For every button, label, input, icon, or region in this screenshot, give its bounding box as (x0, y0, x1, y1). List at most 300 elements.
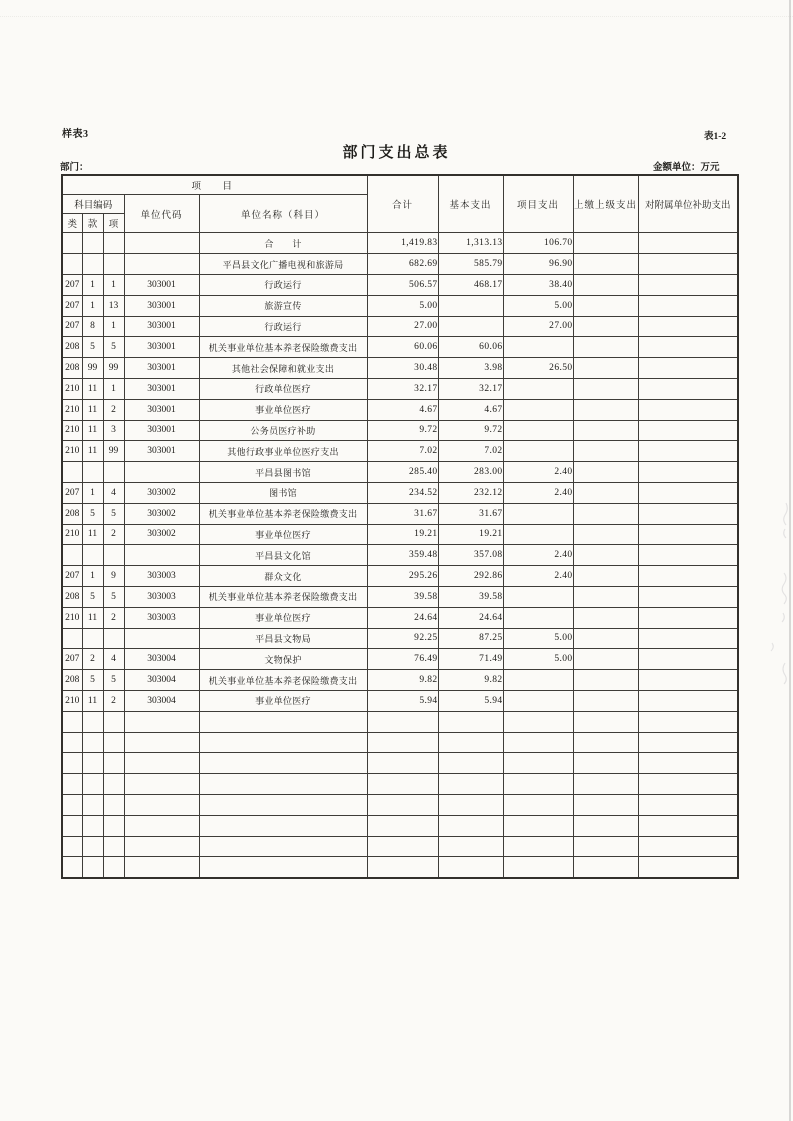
cell-subject-name: 图书馆 (199, 482, 367, 503)
cell-section (82, 774, 103, 795)
cell-section: 5 (82, 586, 103, 607)
cell-project-expenditure (503, 441, 573, 462)
cell-class (62, 815, 82, 836)
cell-section: 5 (82, 670, 103, 691)
cell-unit-code: 303004 (124, 690, 199, 711)
cell-item: 1 (103, 274, 124, 295)
table-row (62, 399, 738, 420)
cell-subsidy (638, 711, 738, 732)
cell-class: 210 (62, 399, 82, 420)
table-row (62, 607, 738, 628)
cell-item: 4 (103, 649, 124, 670)
cell-basic-expenditure (438, 815, 503, 836)
cell-project-expenditure: 2.40 (503, 482, 573, 503)
cell-project-expenditure (503, 607, 573, 628)
header-subsidy-affiliated: 对附属单位补助支出 (638, 175, 738, 233)
header-unit-name: 单位名称（科目） (199, 194, 367, 233)
table-row-empty (62, 774, 738, 795)
table-row (62, 628, 738, 649)
table-row (62, 378, 738, 399)
table-row (62, 670, 738, 691)
cell-total: 7.02 (367, 441, 438, 462)
cell-item: 1 (103, 378, 124, 399)
cell-subsidy (638, 441, 738, 462)
cell-subject-name (199, 815, 367, 836)
cell-remit-upper (573, 295, 638, 316)
header-class: 类 (62, 214, 82, 233)
cell-unit-code: 303002 (124, 503, 199, 524)
cell-unit-code (124, 462, 199, 483)
cell-unit-code: 303001 (124, 378, 199, 399)
scanner-edge-line (789, 0, 791, 1121)
cell-total: 234.52 (367, 482, 438, 503)
cell-section: 2 (82, 649, 103, 670)
cell-unit-code: 303002 (124, 524, 199, 545)
cell-class: 207 (62, 566, 82, 587)
cell-unit-code: 303003 (124, 607, 199, 628)
cell-subsidy (638, 399, 738, 420)
cell-unit-code: 303001 (124, 337, 199, 358)
cell-subject-name (199, 711, 367, 732)
table-row (62, 524, 738, 545)
cell-subsidy (638, 274, 738, 295)
cell-section: 11 (82, 378, 103, 399)
table-row (62, 254, 738, 275)
cell-total: 1,419.83 (367, 233, 438, 254)
cell-item (103, 857, 124, 878)
table-row-empty (62, 753, 738, 774)
cell-total: 9.72 (367, 420, 438, 441)
cell-remit-upper (573, 524, 638, 545)
cell-basic-expenditure: 87.25 (438, 628, 503, 649)
cell-class (62, 462, 82, 483)
cell-remit-upper (573, 358, 638, 379)
cell-subject-name: 行政运行 (199, 274, 367, 295)
cell-project-expenditure (503, 586, 573, 607)
cell-section (82, 794, 103, 815)
table-row-empty (62, 732, 738, 753)
header-section: 款 (82, 214, 103, 233)
cell-basic-expenditure (438, 794, 503, 815)
cell-class: 208 (62, 503, 82, 524)
cell-item (103, 774, 124, 795)
cell-project-expenditure (503, 337, 573, 358)
cell-class: 208 (62, 586, 82, 607)
cell-item (103, 254, 124, 275)
cell-item: 2 (103, 690, 124, 711)
cell-total (367, 836, 438, 857)
cell-total: 76.49 (367, 649, 438, 670)
cell-class (62, 753, 82, 774)
cell-section (82, 732, 103, 753)
cell-unit-code (124, 836, 199, 857)
cell-unit-code (124, 254, 199, 275)
cell-subject-name: 其他社会保障和就业支出 (199, 358, 367, 379)
cell-subject-name: 群众文化 (199, 566, 367, 587)
header-subject-code-group: 科目编码 (62, 194, 124, 213)
cell-project-expenditure (503, 836, 573, 857)
cell-unit-code (124, 233, 199, 254)
cell-remit-upper (573, 441, 638, 462)
cell-total: 19.21 (367, 524, 438, 545)
cell-basic-expenditure: 9.72 (438, 420, 503, 441)
cell-class (62, 545, 82, 566)
cell-class: 210 (62, 441, 82, 462)
page-bleedthrough-artifact (762, 495, 792, 695)
cell-section (82, 545, 103, 566)
cell-total: 27.00 (367, 316, 438, 337)
cell-unit-code: 303001 (124, 295, 199, 316)
cell-item: 5 (103, 586, 124, 607)
cell-subject-name: 机关事业单位基本养老保险缴费支出 (199, 503, 367, 524)
cell-subsidy (638, 524, 738, 545)
table-row (62, 358, 738, 379)
cell-unit-code: 303004 (124, 649, 199, 670)
cell-project-expenditure (503, 774, 573, 795)
cell-remit-upper (573, 815, 638, 836)
cell-class: 207 (62, 316, 82, 337)
cell-item (103, 836, 124, 857)
cell-class (62, 732, 82, 753)
cell-basic-expenditure: 32.17 (438, 378, 503, 399)
cell-total (367, 794, 438, 815)
cell-subsidy (638, 670, 738, 691)
table-header (62, 175, 738, 233)
cell-remit-upper (573, 586, 638, 607)
cell-section: 11 (82, 399, 103, 420)
cell-unit-code: 303001 (124, 274, 199, 295)
cell-subsidy (638, 815, 738, 836)
cell-project-expenditure: 26.50 (503, 358, 573, 379)
cell-project-expenditure: 106.70 (503, 233, 573, 254)
cell-remit-upper (573, 607, 638, 628)
cell-subject-name (199, 774, 367, 795)
cell-remit-upper (573, 794, 638, 815)
cell-basic-expenditure: 5.94 (438, 690, 503, 711)
cell-subsidy (638, 254, 738, 275)
cell-unit-code: 303004 (124, 670, 199, 691)
header-remit-upper: 上缴上级支出 (573, 175, 638, 233)
cell-class: 208 (62, 358, 82, 379)
cell-subject-name (199, 753, 367, 774)
cell-subsidy (638, 836, 738, 857)
cell-unit-code (124, 774, 199, 795)
cell-subsidy (638, 586, 738, 607)
cell-basic-expenditure: 283.00 (438, 462, 503, 483)
cell-subject-name: 平昌县文化馆 (199, 545, 367, 566)
header-basic-expenditure: 基本支出 (438, 175, 503, 233)
cell-basic-expenditure (438, 857, 503, 878)
cell-project-expenditure (503, 420, 573, 441)
cell-subsidy (638, 753, 738, 774)
cell-total: 31.67 (367, 503, 438, 524)
cell-remit-upper (573, 254, 638, 275)
cell-remit-upper (573, 649, 638, 670)
cell-class (62, 254, 82, 275)
cell-project-expenditure (503, 815, 573, 836)
cell-item: 13 (103, 295, 124, 316)
cell-subject-name (199, 836, 367, 857)
cell-remit-upper (573, 732, 638, 753)
header-project-expenditure: 项目支出 (503, 175, 573, 233)
cell-subject-name: 机关事业单位基本养老保险缴费支出 (199, 337, 367, 358)
cell-item: 2 (103, 524, 124, 545)
cell-total (367, 857, 438, 878)
cell-item: 5 (103, 337, 124, 358)
cell-basic-expenditure (438, 732, 503, 753)
cell-subject-name: 行政单位医疗 (199, 378, 367, 399)
cell-section (82, 628, 103, 649)
cell-section (82, 462, 103, 483)
cell-subsidy (638, 233, 738, 254)
cell-subject-name: 事业单位医疗 (199, 399, 367, 420)
header-project-group: 项 目 (62, 175, 367, 194)
cell-class: 207 (62, 274, 82, 295)
cell-subject-name: 机关事业单位基本养老保险缴费支出 (199, 586, 367, 607)
cell-project-expenditure: 2.40 (503, 566, 573, 587)
cell-subject-name: 文物保护 (199, 649, 367, 670)
header-unit-code: 单位代码 (124, 194, 199, 233)
table-row (62, 482, 738, 503)
cell-total: 285.40 (367, 462, 438, 483)
cell-class: 210 (62, 378, 82, 399)
cell-subsidy (638, 295, 738, 316)
cell-class: 207 (62, 649, 82, 670)
cell-subsidy (638, 503, 738, 524)
table-row (62, 420, 738, 441)
cell-subject-name (199, 794, 367, 815)
cell-class: 207 (62, 482, 82, 503)
cell-subsidy (638, 420, 738, 441)
cell-section: 99 (82, 358, 103, 379)
cell-class (62, 857, 82, 878)
cell-remit-upper (573, 690, 638, 711)
cell-basic-expenditure: 357.08 (438, 545, 503, 566)
cell-subsidy (638, 774, 738, 795)
cell-item: 5 (103, 670, 124, 691)
cell-subsidy (638, 732, 738, 753)
cell-subsidy (638, 690, 738, 711)
cell-subject-name (199, 732, 367, 753)
cell-section: 11 (82, 690, 103, 711)
cell-item (103, 815, 124, 836)
cell-subject-name (199, 857, 367, 878)
cell-unit-code: 303001 (124, 441, 199, 462)
cell-section (82, 711, 103, 732)
cell-project-expenditure: 38.40 (503, 274, 573, 295)
cell-basic-expenditure: 468.17 (438, 274, 503, 295)
cell-total: 39.58 (367, 586, 438, 607)
table-row-empty (62, 815, 738, 836)
cell-section (82, 836, 103, 857)
cell-unit-code: 303001 (124, 358, 199, 379)
cell-subject-name: 公务员医疗补助 (199, 420, 367, 441)
cell-item (103, 794, 124, 815)
cell-subsidy (638, 482, 738, 503)
cell-section: 11 (82, 441, 103, 462)
cell-subsidy (638, 628, 738, 649)
table-row-empty (62, 794, 738, 815)
cell-total: 30.48 (367, 358, 438, 379)
cell-basic-expenditure: 31.67 (438, 503, 503, 524)
cell-item: 2 (103, 399, 124, 420)
cell-unit-code: 303001 (124, 420, 199, 441)
table-row-empty (62, 836, 738, 857)
table-row-empty (62, 857, 738, 878)
table-row (62, 586, 738, 607)
cell-total: 24.64 (367, 607, 438, 628)
cell-total: 60.06 (367, 337, 438, 358)
cell-project-expenditure (503, 690, 573, 711)
cell-total (367, 815, 438, 836)
cell-unit-code (124, 628, 199, 649)
cell-section: 1 (82, 482, 103, 503)
cell-total (367, 774, 438, 795)
cell-total: 32.17 (367, 378, 438, 399)
cell-remit-upper (573, 670, 638, 691)
cell-remit-upper (573, 711, 638, 732)
cell-remit-upper (573, 503, 638, 524)
cell-total (367, 711, 438, 732)
cell-item: 99 (103, 441, 124, 462)
cell-project-expenditure (503, 524, 573, 545)
expenditure-table (61, 174, 739, 879)
cell-project-expenditure: 96.90 (503, 254, 573, 275)
cell-basic-expenditure: 292.86 (438, 566, 503, 587)
cell-class: 207 (62, 295, 82, 316)
cell-project-expenditure: 2.40 (503, 462, 573, 483)
cell-basic-expenditure: 4.67 (438, 399, 503, 420)
cell-subsidy (638, 649, 738, 670)
table-row (62, 274, 738, 295)
department-label: 部门： (60, 163, 89, 173)
cell-basic-expenditure (438, 836, 503, 857)
cell-basic-expenditure: 7.02 (438, 441, 503, 462)
table-row (62, 337, 738, 358)
table-row (62, 649, 738, 670)
cell-project-expenditure (503, 857, 573, 878)
table-ref-label: 表1-2 (704, 132, 727, 142)
cell-item: 1 (103, 316, 124, 337)
cell-project-expenditure: 5.00 (503, 649, 573, 670)
cell-item: 2 (103, 607, 124, 628)
cell-basic-expenditure: 232.12 (438, 482, 503, 503)
header-total: 合计 (367, 175, 438, 233)
table-row (62, 316, 738, 337)
cell-remit-upper (573, 337, 638, 358)
cell-section: 1 (82, 274, 103, 295)
cell-class (62, 794, 82, 815)
cell-total: 295.26 (367, 566, 438, 587)
header-row-1 (62, 175, 738, 194)
cell-subsidy (638, 337, 738, 358)
cell-basic-expenditure (438, 316, 503, 337)
cell-total (367, 753, 438, 774)
cell-remit-upper (573, 233, 638, 254)
table-row (62, 503, 738, 524)
cell-project-expenditure (503, 753, 573, 774)
cell-subsidy (638, 358, 738, 379)
cell-project-expenditure (503, 378, 573, 399)
cell-section (82, 857, 103, 878)
cell-total: 359.48 (367, 545, 438, 566)
cell-subject-name: 行政运行 (199, 316, 367, 337)
cell-subject-name: 机关事业单位基本养老保险缴费支出 (199, 670, 367, 691)
cell-unit-code: 303001 (124, 316, 199, 337)
cell-total: 682.69 (367, 254, 438, 275)
cell-remit-upper (573, 628, 638, 649)
cell-total: 5.00 (367, 295, 438, 316)
table-row (62, 233, 738, 254)
cell-section: 5 (82, 337, 103, 358)
cell-remit-upper (573, 753, 638, 774)
sheet-label: 样表3 (62, 129, 89, 140)
cell-basic-expenditure: 9.82 (438, 670, 503, 691)
cell-section: 1 (82, 566, 103, 587)
cell-subsidy (638, 316, 738, 337)
cell-remit-upper (573, 316, 638, 337)
cell-project-expenditure (503, 399, 573, 420)
cell-unit-code: 303003 (124, 586, 199, 607)
cell-subsidy (638, 462, 738, 483)
cell-unit-code: 303002 (124, 482, 199, 503)
cell-item: 9 (103, 566, 124, 587)
cell-project-expenditure (503, 503, 573, 524)
cell-basic-expenditure: 60.06 (438, 337, 503, 358)
cell-basic-expenditure: 71.49 (438, 649, 503, 670)
cell-project-expenditure: 5.00 (503, 628, 573, 649)
cell-basic-expenditure: 1,313.13 (438, 233, 503, 254)
cell-project-expenditure (503, 711, 573, 732)
table-row (62, 462, 738, 483)
cell-unit-code: 303003 (124, 566, 199, 587)
cell-total: 506.57 (367, 274, 438, 295)
cell-class: 210 (62, 420, 82, 441)
cell-item: 4 (103, 482, 124, 503)
cell-remit-upper (573, 274, 638, 295)
table-body (62, 233, 738, 878)
cell-subsidy (638, 545, 738, 566)
cell-total (367, 732, 438, 753)
cell-remit-upper (573, 378, 638, 399)
cell-remit-upper (573, 836, 638, 857)
cell-unit-code (124, 857, 199, 878)
cell-remit-upper (573, 420, 638, 441)
cell-project-expenditure: 2.40 (503, 545, 573, 566)
cell-unit-code (124, 753, 199, 774)
cell-remit-upper (573, 774, 638, 795)
cell-section (82, 753, 103, 774)
cell-project-expenditure (503, 670, 573, 691)
cell-unit-code (124, 794, 199, 815)
cell-basic-expenditure: 3.98 (438, 358, 503, 379)
cell-subsidy (638, 607, 738, 628)
cell-subject-name: 其他行政事业单位医疗支出 (199, 441, 367, 462)
cell-item: 99 (103, 358, 124, 379)
cell-remit-upper (573, 482, 638, 503)
cell-subject-name: 事业单位医疗 (199, 607, 367, 628)
cell-remit-upper (573, 545, 638, 566)
cell-subsidy (638, 857, 738, 878)
cell-basic-expenditure: 39.58 (438, 586, 503, 607)
page-title: 部门支出总表 (342, 145, 451, 161)
cell-basic-expenditure (438, 295, 503, 316)
cell-subsidy (638, 566, 738, 587)
cell-item (103, 753, 124, 774)
cell-class: 208 (62, 337, 82, 358)
cell-unit-code: 303001 (124, 399, 199, 420)
cell-subject-name: 平昌县文物局 (199, 628, 367, 649)
